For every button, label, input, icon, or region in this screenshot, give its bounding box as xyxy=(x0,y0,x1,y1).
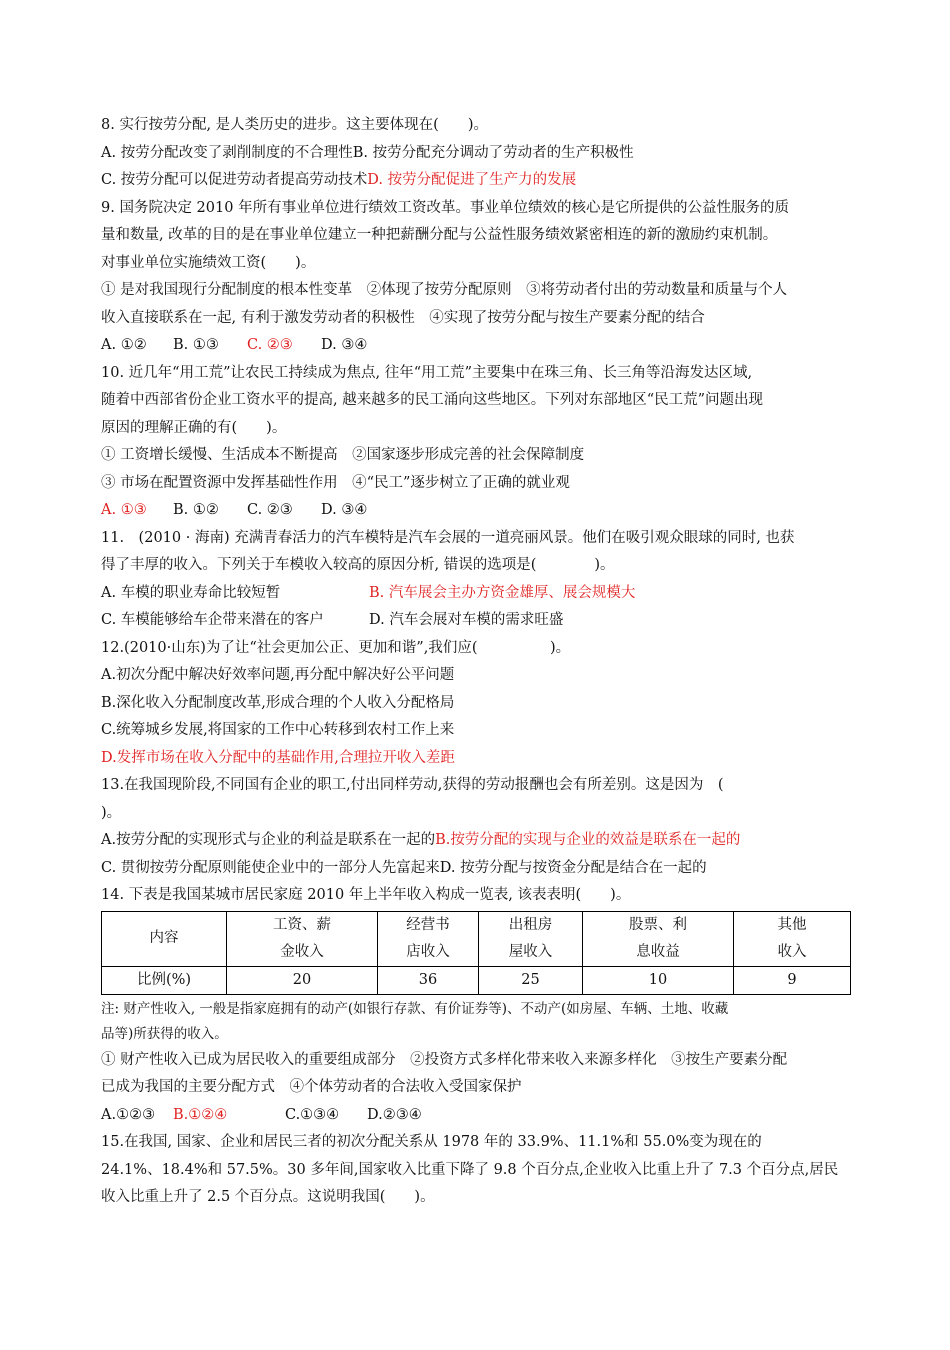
q11-stem-line2: 得了丰厚的收入。下列关于车模收入较高的原因分析, 错误的选项是( )。 xyxy=(101,557,615,573)
q13-options-ab xyxy=(101,827,851,855)
exam-page xyxy=(101,112,851,1212)
table-header-cell: 比例(%) xyxy=(102,966,227,994)
q8-options-cd xyxy=(101,167,851,195)
q12-option-d-answer: D.发挥市场在收入分配中的基础作用,合理拉开收入差距 xyxy=(101,749,455,766)
q14-stem: 14. 下表是我国某城市居民家庭 2010 年上半年收入构成一览表, 该表表明( )。 xyxy=(101,887,631,903)
q10-option-c: C. ②③ xyxy=(247,502,293,518)
table-cell: 9 xyxy=(734,966,851,994)
q14-statements-line1: ① 财产性收入已成为居民收入的重要组成部分 ②投资方式多样化带来收入来源多样化 ③按生产要素分配 xyxy=(101,1051,788,1068)
q9-options xyxy=(101,332,851,360)
q9-statements-line1: ① 是对我国现行分配制度的根本性变革 ②体现了按劳分配原则 ③将劳动者付出的劳动数量和质量与个人 xyxy=(101,282,788,298)
q15-stem-line3: 收入比重上升了 2.5 个百分点。这说明我国( )。 xyxy=(101,1189,435,1205)
q11-option-b-answer: B. 汽车展会主办方资金雄厚、展会规模大 xyxy=(369,584,636,601)
q8-option-d-answer: D. 按劳分配促进了生产力的发展 xyxy=(367,172,577,188)
q9-option-d: D. ③④ xyxy=(321,337,368,353)
q11-option-d: D. 汽车会展对车模的需求旺盛 xyxy=(369,612,564,628)
table-header-cell: 内容 xyxy=(102,911,227,966)
q14-note-line1: 注: 财产性收入, 一般是指家庭拥有的动产(如银行存款、有价证券等)、不动产(如房屋、车辆、土地、收藏 xyxy=(101,1000,729,1017)
q14-option-a: A.①②③ xyxy=(101,1106,156,1123)
q13-stem-line1: 13.在我国现阶段,不同国有企业的职工,付出同样劳动,获得的劳动报酬也会有所差别。这是因为 ( xyxy=(101,777,724,793)
q11-stem-line1: 11. (2010 · 海南) 充满青春活力的汽车模特是汽车会展的一道亮丽风景。他们在吸引观众眼球的同时, 也获 xyxy=(101,529,795,546)
q9-stem-line3: 对事业单位实施绩效工资( )。 xyxy=(101,254,316,271)
q12-stem: 12.(2010·山东)为了让“社会更加公正、更加和谐”,我们应( )。 xyxy=(101,639,571,656)
q14-option-c: C.①③④ xyxy=(285,1106,340,1123)
q9-option-a: A. ①② xyxy=(101,337,147,353)
table-col-header: 股票、利 息收益 xyxy=(583,911,734,966)
q10-option-a-answer: A. ①③ xyxy=(101,502,147,518)
q9-option-c-answer: C. ②③ xyxy=(247,337,293,353)
table-col-header: 其他 收入 xyxy=(734,911,851,966)
q12-option-b: B.深化收入分配制度改革,形成合理的个人收入分配格局 xyxy=(101,694,455,711)
q15-stem-line2: 24.1%、18.4%和 57.5%。30 多年间,国家收入比重下降了 9.8 个百分点,企业收入比重上升了 7.3 个百分点,居民 xyxy=(101,1161,839,1178)
q15-stem-line1: 15.在我国, 国家、企业和居民三者的初次分配关系从 1978 年的 33.9%、11.1%和 55.0%变为现在的 xyxy=(101,1134,762,1150)
q13-option-d: D. 按劳分配与按资金分配是结合在一起的 xyxy=(439,859,707,876)
q13-options-cd xyxy=(101,855,851,883)
q11-options-ab xyxy=(101,580,851,608)
q9-statements-line2: 收入直接联系在一起, 有利于激发劳动者的积极性 ④实现了按劳分配与按生产要素分配的结合 xyxy=(101,309,705,326)
q10-option-b: B. ①② xyxy=(173,502,219,518)
q10-stem-line2: 随着中西部省份企业工资水平的提高, 越来越多的民工涌向这些地区。下列对东部地区“民工荒”问题出现 xyxy=(101,392,764,408)
q9-stem-line1: 9. 国务院决定 2010 年所有事业单位进行绩效工资改革。事业单位绩效的核心是它所提供的公益性服务的质 xyxy=(101,199,790,216)
table-row xyxy=(102,966,851,994)
q10-statements-line1: ① 工资增长缓慢、生活成本不断提高 ②国家逐步形成完善的社会保障制度 xyxy=(101,447,585,463)
q11-options-cd xyxy=(101,607,851,635)
table-col-header: 经营书 店收入 xyxy=(378,911,479,966)
q8-stem: 8. 实行按劳分配, 是人类历史的进步。这主要体现在( )。 xyxy=(101,117,488,133)
table-cell: 25 xyxy=(479,966,583,994)
q8-option-b: B. 按劳分配充分调动了劳动者的生产积极性 xyxy=(352,144,634,161)
q8-option-a: A. 按劳分配改变了剥削制度的不合理性 xyxy=(101,144,353,161)
q8-option-c: C. 按劳分配可以促进劳动者提高劳动技术 xyxy=(101,172,368,188)
q11-option-a: A. 车模的职业寿命比较短暂 xyxy=(101,584,281,601)
table-row xyxy=(102,911,851,966)
table-col-header: 工资、薪 金收入 xyxy=(227,911,378,966)
table-col-header: 出租房 屋收入 xyxy=(479,911,583,966)
q14-option-d: D.②③④ xyxy=(367,1106,422,1123)
q12-option-a: A.初次分配中解决好效率问题,再分配中解决好公平问题 xyxy=(101,667,455,683)
q11-option-c: C. 车模能够给车企带来潜在的客户 xyxy=(101,612,324,628)
q10-stem-line1: 10. 近几年“用工荒”让农民工持续成为焦点, 往年“用工荒”主要集中在珠三角、长三角等沿海发达区域, xyxy=(101,364,753,381)
q14-note-line2: 品等)所获得的收入。 xyxy=(101,1025,228,1042)
q9-option-b: B. ①③ xyxy=(173,337,219,353)
q13-option-c: C. 贯彻按劳分配原则能使企业中的一部分人先富起来 xyxy=(101,859,440,876)
q14-option-b-answer: B.①②④ xyxy=(173,1106,228,1123)
q14-statements-line2: 已成为我国的主要分配方式 ④个体劳动者的合法收入受国家保护 xyxy=(101,1079,522,1095)
q12-option-c: C.统筹城乡发展,将国家的工作中心转移到农村工作上来 xyxy=(101,722,455,738)
q13-option-b-answer: B.按劳分配的实现与企业的效益是联系在一起的 xyxy=(435,832,741,848)
q10-statements-line2: ③ 市场在配置资源中发挥基础性作用 ④“民工”逐步树立了正确的就业观 xyxy=(101,474,570,491)
table-cell: 20 xyxy=(227,966,378,994)
q10-option-d: D. ③④ xyxy=(321,502,368,518)
q9-stem-line2: 量和数量, 改革的目的是在事业单位建立一种把薪酬分配与公益性服务绩效紧密相连的新的激励约束机制。 xyxy=(101,227,778,243)
q8-options-ab xyxy=(101,140,851,168)
income-table xyxy=(101,911,851,995)
q10-stem-line3: 原因的理解正确的有( )。 xyxy=(101,419,287,436)
q13-option-a: A.按劳分配的实现形式与企业的利益是联系在一起的 xyxy=(101,832,436,848)
q13-stem-line2: )。 xyxy=(101,804,122,821)
table-cell: 10 xyxy=(583,966,734,994)
q10-options xyxy=(101,497,851,525)
q14-options xyxy=(101,1102,851,1130)
table-cell: 36 xyxy=(378,966,479,994)
